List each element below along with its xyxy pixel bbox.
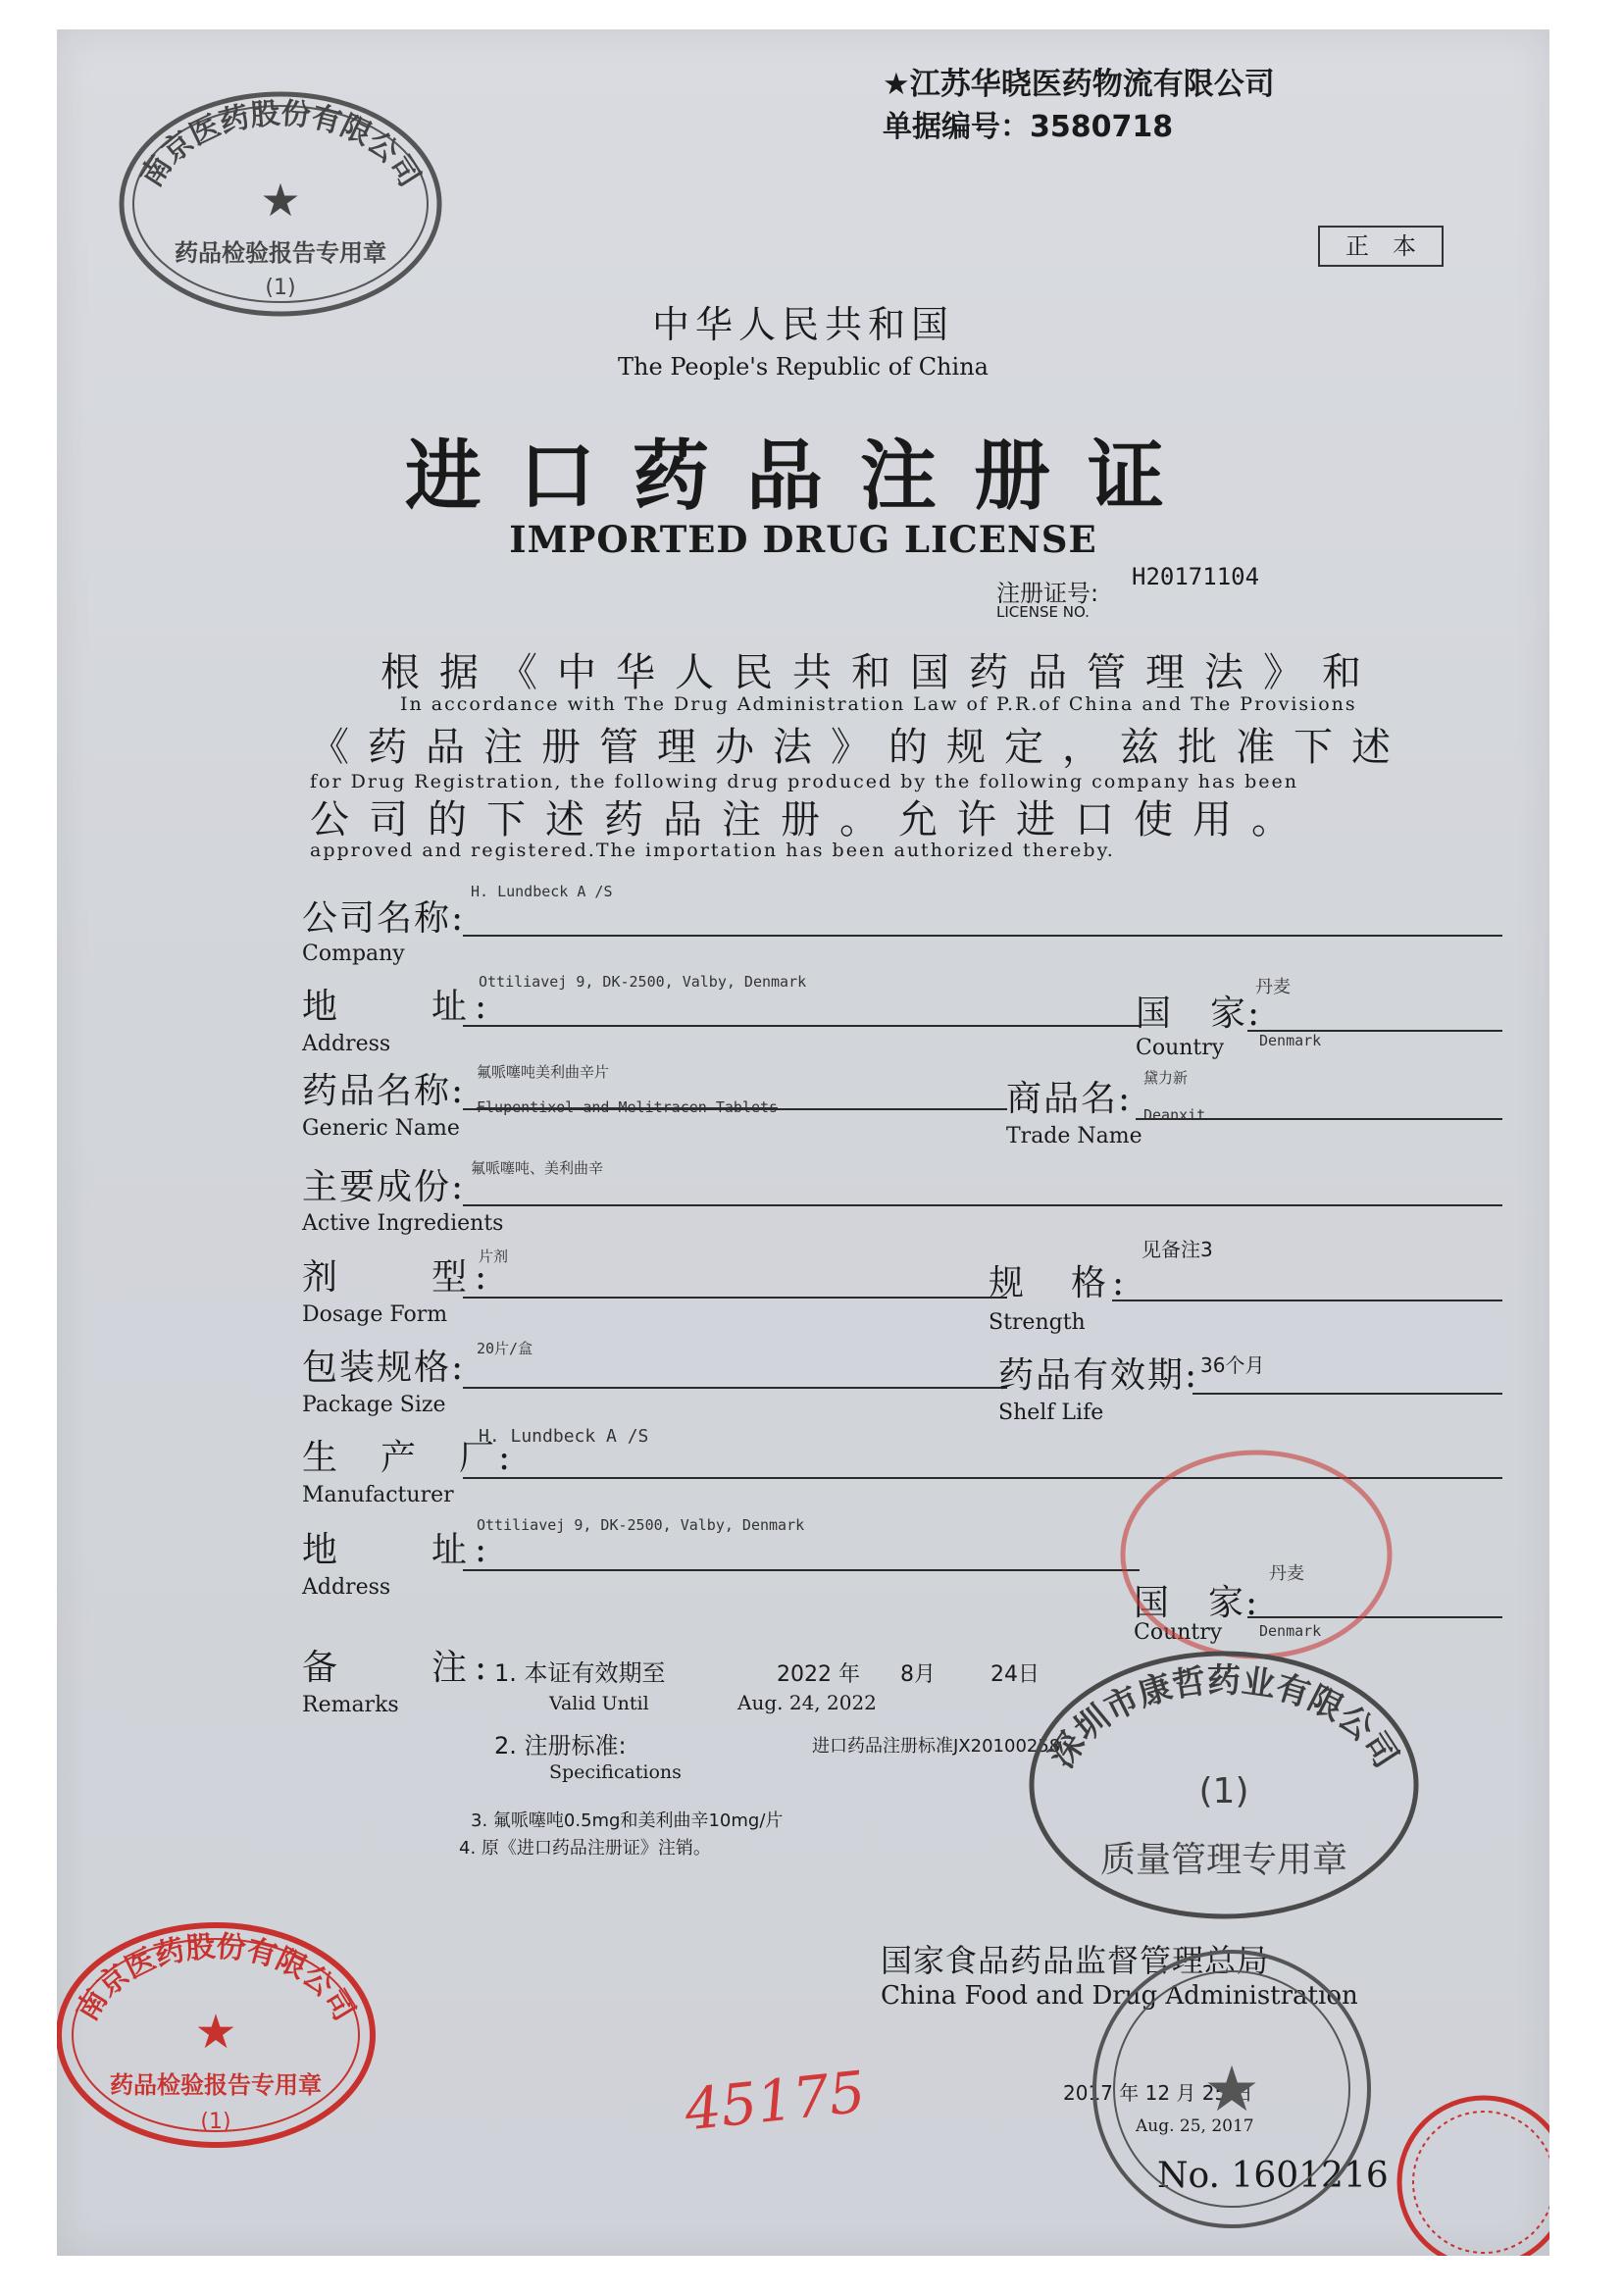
company-seal-red bbox=[57, 1912, 382, 2158]
dosage-form-label-cn: 剂 型: bbox=[302, 1257, 495, 1298]
country-value-en: Denmark bbox=[1259, 1032, 1322, 1049]
shelf-life-value: 36个月 bbox=[1200, 1353, 1265, 1377]
preamble-en-1: In accordance with The Drug Administration Law of P.R.of China and The Provisions bbox=[400, 693, 1357, 715]
country-label-cn: 国 家: bbox=[1136, 994, 1262, 1034]
remark-4: 4. 原《进口药品注册证》注销。 bbox=[459, 1838, 711, 1859]
country-title-cn: 中华人民共和国 bbox=[651, 303, 954, 346]
active-ingredients-value: 氟哌噻吨、美利曲辛 bbox=[471, 1159, 604, 1177]
manufacturer-country-label-en: Country bbox=[1134, 1620, 1223, 1645]
company-seal-grey bbox=[114, 86, 447, 322]
seal-grey-number: (1) bbox=[265, 276, 296, 300]
active-ingredients-label-cn: 主要成份: bbox=[302, 1167, 466, 1207]
package-size-label-en: Package Size bbox=[302, 1393, 446, 1417]
manufacturer-country-value-cn: 丹麦 bbox=[1269, 1563, 1304, 1584]
remark-1-date-en: Aug. 24, 2022 bbox=[737, 1691, 877, 1714]
license-number-label-cn: 注册证号: bbox=[996, 580, 1099, 607]
dosage-form-line bbox=[463, 1297, 1007, 1299]
original-copy-mark: 正 本 bbox=[1318, 226, 1444, 267]
preamble-en-2: for Drug Registration, the following drug produced by the following company has been bbox=[310, 771, 1299, 792]
preamble-cn-2: 《药品注册管理办法》的规定，兹批准下述 bbox=[310, 725, 1409, 770]
seal-red-number: (1) bbox=[200, 2110, 231, 2134]
svg-text:★: ★ bbox=[260, 174, 301, 227]
active-ingredients-label-en: Active Ingredients bbox=[302, 1211, 504, 1236]
manufacturer-address-label-en: Address bbox=[302, 1575, 391, 1600]
quality-seal-ring-text: 深圳市康哲药业有限公司 bbox=[1041, 1661, 1406, 1775]
manufacturer-address-value: Ottiliavej 9, DK-2500, Valby, Denmark bbox=[477, 1516, 805, 1534]
issue-date-cn: 2017 年 12 月 25 日 bbox=[1063, 2081, 1253, 2105]
manufacturer-address-line bbox=[463, 1569, 1140, 1571]
active-ingredients-line bbox=[463, 1204, 1502, 1206]
svg-text:深圳市康哲药业有限公司 bbox=[1042, 1661, 1406, 1775]
quality-seal bbox=[1018, 1638, 1430, 1932]
document-number bbox=[883, 102, 1173, 145]
handwritten-number: 45175 bbox=[681, 2058, 869, 2144]
document-number-value: 3580718 bbox=[1030, 110, 1174, 144]
remark-2-en: Specifications bbox=[549, 1761, 682, 1783]
shelf-life-line bbox=[1193, 1393, 1502, 1395]
company-line bbox=[463, 935, 1502, 937]
shelf-life-label-cn: 药品有效期: bbox=[998, 1355, 1199, 1396]
generic-name-line bbox=[463, 1108, 1007, 1110]
country-line bbox=[1247, 1030, 1502, 1032]
quality-seal-inner-text: 质量管理专用章 bbox=[1099, 1840, 1348, 1880]
manufacturer-label-en: Manufacturer bbox=[302, 1483, 454, 1507]
generic-name-label-cn: 药品名称: bbox=[302, 1071, 466, 1111]
manufacturer-value: H. Lundbeck A /S bbox=[479, 1426, 649, 1447]
authority-name-cn: 国家食品药品监督管理总局 bbox=[881, 1942, 1270, 1979]
dosage-form-label-en: Dosage Form bbox=[302, 1302, 448, 1327]
package-size-label-cn: 包装规格: bbox=[302, 1348, 466, 1388]
address-line bbox=[463, 1025, 1140, 1027]
trade-name-value-en: Deanxit bbox=[1143, 1106, 1206, 1124]
manufacturer-label-cn: 生 产 厂: bbox=[302, 1438, 515, 1478]
preamble-en-3: approved and registered.The importation has been authorized thereby. bbox=[310, 840, 1115, 861]
manufacturer-country-value-en: Denmark bbox=[1259, 1622, 1322, 1640]
svg-text:★: ★ bbox=[1203, 2054, 1260, 2126]
package-size-line bbox=[463, 1387, 1007, 1389]
preamble-cn-1: 根据《中华人民共和国药品管理法》和 bbox=[381, 650, 1381, 695]
authority-round-seal bbox=[1085, 1942, 1379, 2236]
seal-red-inner-text: 药品检验报告专用章 bbox=[110, 2071, 322, 2099]
country-value-cn: 丹麦 bbox=[1255, 977, 1291, 997]
distributor-seal-faint bbox=[1114, 1442, 1398, 1667]
remark-1-month: 8月 bbox=[900, 1662, 936, 1687]
country-label-en: Country bbox=[1136, 1036, 1225, 1060]
license-document bbox=[57, 29, 1549, 2256]
document-title-en: IMPORTED DRUG LICENSE bbox=[509, 518, 1097, 561]
remarks-label-en: Remarks bbox=[302, 1693, 399, 1717]
strength-line bbox=[1112, 1300, 1502, 1301]
remark-1-en: Valid Until bbox=[549, 1693, 649, 1714]
country-title-en: The People's Republic of China bbox=[618, 353, 989, 381]
company-value: H. Lundbeck A /S bbox=[471, 883, 613, 900]
remark-1-year: 2022 年 bbox=[777, 1662, 860, 1687]
quality-seal-number: (1) bbox=[1198, 1771, 1249, 1811]
certificate-serial: No. 1601216 bbox=[1157, 2156, 1389, 2196]
manufacturer-country-label-cn: 国 家: bbox=[1134, 1583, 1260, 1623]
remark-3: 3. 氟哌噻吨0.5mg和美利曲辛10mg/片 bbox=[471, 1810, 784, 1831]
trade-name-line bbox=[1136, 1118, 1502, 1120]
remark-1-cn: 1. 本证有效期至 bbox=[494, 1659, 666, 1687]
red-round-seal bbox=[1391, 2089, 1549, 2256]
manufacturer-address-label-cn: 地 址: bbox=[302, 1530, 495, 1570]
document-number-label: 单据编号： bbox=[883, 110, 1030, 144]
trade-name-value-cn: 黛力新 bbox=[1143, 1069, 1189, 1087]
document-title-cn: 进口药品注册证 bbox=[404, 432, 1201, 521]
address-value: Ottiliavej 9, DK-2500, Valby, Denmark bbox=[479, 973, 807, 991]
address-label-cn: 地 址: bbox=[302, 987, 495, 1027]
remark-2-cn: 2. 注册标准: bbox=[494, 1732, 627, 1759]
preamble-cn-3: 公司的下述药品注册。允许进口使用。 bbox=[310, 797, 1310, 842]
license-number: H20171104 bbox=[1132, 563, 1260, 590]
license-number-label-en: LICENSE NO. bbox=[996, 603, 1090, 621]
generic-name-label-en: Generic Name bbox=[302, 1116, 460, 1141]
company-label-cn: 公司名称: bbox=[302, 898, 466, 939]
remark-1-day: 24日 bbox=[990, 1662, 1040, 1687]
strength-value: 见备注3 bbox=[1142, 1238, 1213, 1261]
issue-date-en: Aug. 25, 2017 bbox=[1136, 2116, 1254, 2136]
dosage-form-value: 片剂 bbox=[479, 1248, 509, 1265]
seal-grey-ring-text: 南京医药股份有限公司 bbox=[133, 96, 428, 193]
remarks-label-cn: 备 注: bbox=[302, 1648, 495, 1688]
strength-label-cn: 规 格: bbox=[989, 1263, 1131, 1303]
company-label-en: Company bbox=[302, 942, 405, 966]
trade-name-label-en: Trade Name bbox=[1006, 1124, 1142, 1148]
authority-name-en: China Food and Drug Administration bbox=[881, 1981, 1358, 2011]
svg-text:★: ★ bbox=[194, 2005, 237, 2060]
remark-2-value: 进口药品注册标准JX20100258 bbox=[812, 1736, 1061, 1757]
trade-name-label-cn: 商品名: bbox=[1006, 1079, 1133, 1119]
generic-name-value-cn: 氟哌噻吨美利曲辛片 bbox=[477, 1063, 610, 1081]
distributor-name: ★江苏华晓医药物流有限公司 bbox=[883, 67, 1275, 102]
seal-red-ring-text: 南京医药股份有限公司 bbox=[70, 1929, 362, 2027]
address-label-en: Address bbox=[302, 1032, 391, 1056]
generic-name-value-en: Flupentixol and Melitracen Tablets bbox=[477, 1098, 779, 1116]
package-size-value: 20片/盒 bbox=[477, 1340, 533, 1357]
seal-grey-inner-text: 药品检验报告专用章 bbox=[175, 239, 386, 267]
strength-label-en: Strength bbox=[989, 1310, 1086, 1335]
shelf-life-label-en: Shelf Life bbox=[998, 1401, 1104, 1425]
